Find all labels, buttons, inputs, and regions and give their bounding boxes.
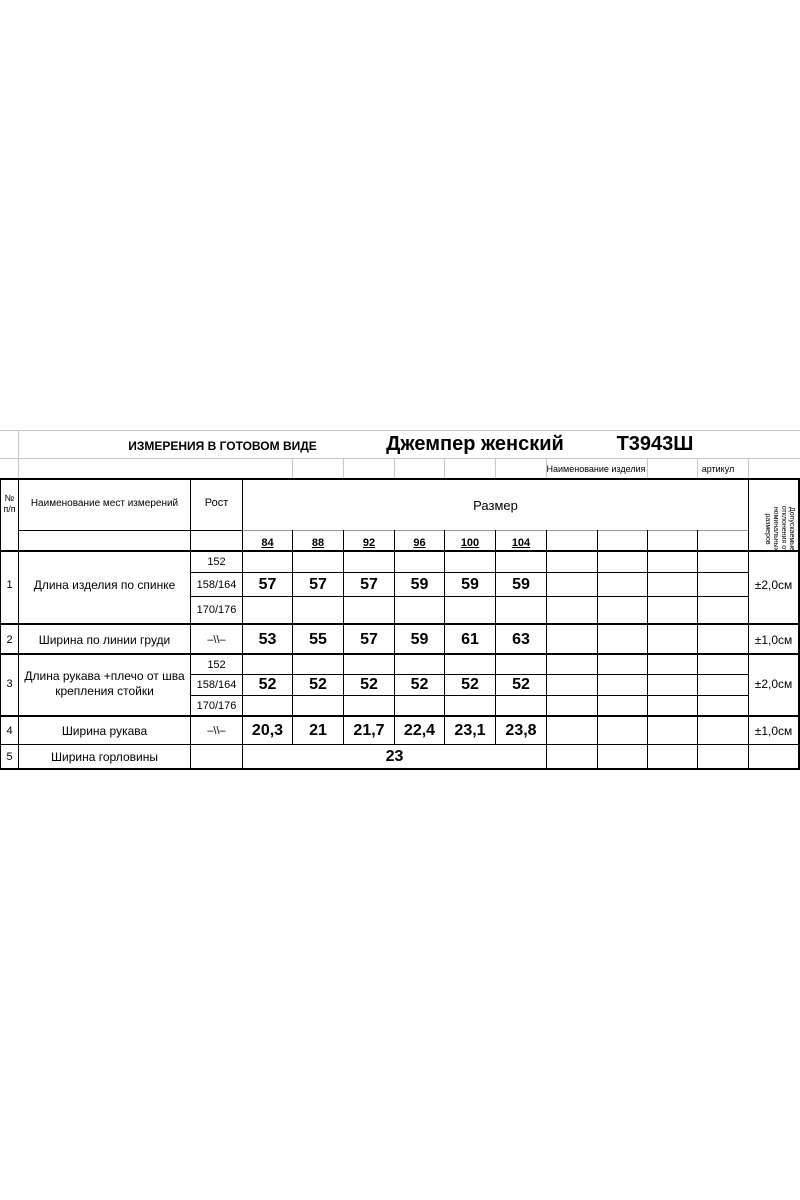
grid-line [18, 430, 19, 478]
row-number: 2 [6, 633, 13, 646]
column-tolerance: Допускаемые отклонения от номинальных размеров [764, 505, 795, 553]
row-number: 1 [6, 579, 13, 591]
table-cell: 53 [258, 630, 277, 648]
rule [697, 530, 698, 769]
row-name: Ширина рукава [61, 723, 148, 738]
row-name: Длина изделия по спинке [33, 578, 176, 592]
table-cell: 52 [461, 676, 479, 693]
grid-line [444, 458, 445, 478]
table-cell: 21,7 [353, 721, 385, 739]
table-cell: 59 [461, 575, 479, 593]
tolerance-cell: ±2,0см [754, 578, 793, 592]
grid-line [748, 458, 749, 478]
grid-line [343, 458, 344, 478]
size-header: 104 [511, 536, 531, 549]
table-cell: 52 [410, 676, 429, 693]
table-cell: 57 [360, 575, 378, 593]
grid-line [292, 458, 293, 478]
table-cell: 57 [258, 575, 277, 593]
column-size: Размер [473, 497, 518, 513]
table-cell: 57 [309, 575, 327, 593]
tolerance-cell: ±2,0см [754, 677, 793, 691]
grid-line [394, 458, 395, 478]
row-number: 3 [6, 678, 13, 690]
rule [546, 530, 547, 769]
table-cell: 52 [258, 676, 277, 693]
rule [0, 768, 800, 770]
column-name: Наименование мест измерений [30, 497, 179, 509]
rule [0, 478, 800, 480]
table-cell: 57 [360, 630, 378, 648]
table-cell: 52 [309, 676, 327, 693]
size-header: 84 [261, 536, 274, 549]
table-cell: 21 [309, 721, 327, 739]
rule [597, 530, 598, 769]
row-name: Длина рукава +плечо от шва крепления стойки [24, 669, 185, 698]
row-name: Ширина по линии груди [38, 632, 171, 647]
rule [190, 596, 748, 597]
rule [18, 530, 242, 531]
row-height: 170/176 [196, 699, 237, 712]
tolerance-cell: ±1,0см [754, 723, 793, 738]
rule [0, 653, 800, 655]
table-cell: 61 [461, 630, 479, 648]
row-height: 152 [207, 556, 226, 568]
table-cell: 52 [512, 676, 530, 693]
rule [0, 623, 800, 625]
table-cell: 23,8 [505, 721, 537, 739]
product-name-caption: Наименование изделия [546, 463, 646, 474]
column-number: № п/п [3, 493, 16, 514]
row-height: 170/176 [196, 604, 237, 616]
product-name: Джемпер женский [386, 432, 564, 455]
table-cell: 22,4 [403, 721, 436, 739]
article-number: Т3943Ш [616, 432, 694, 455]
table-cell: 20,3 [251, 721, 284, 739]
size-header: 100 [460, 536, 480, 549]
table-cell: 52 [360, 676, 378, 693]
row-name: Ширина горловины [51, 749, 158, 764]
table-cell: 23 [385, 747, 404, 765]
grid-line [0, 458, 800, 459]
column-height: Рост [204, 497, 229, 509]
size-header: 92 [362, 536, 376, 549]
table-cell: 55 [309, 630, 327, 648]
tolerance-cell: ±1,0см [754, 632, 793, 647]
size-header: 96 [413, 536, 426, 549]
row-number: 4 [6, 724, 13, 737]
row-number: 5 [6, 750, 13, 763]
grid-line [647, 458, 648, 478]
rule [647, 530, 648, 769]
row-height: –\\– [207, 633, 226, 646]
row-height: 158/164 [196, 679, 237, 691]
table-cell: 63 [512, 630, 530, 648]
rule [190, 695, 748, 696]
table-cell: 59 [512, 575, 530, 593]
row-height: 158/164 [196, 578, 237, 591]
table-cell: 59 [410, 575, 429, 593]
row-height: –\\– [207, 724, 226, 737]
grid-line [495, 458, 496, 478]
article-caption: артикул [701, 463, 735, 474]
table-cell: 23,1 [454, 721, 486, 739]
measurements-title: ИЗМЕРЕНИЯ В ГОТОВОМ ВИДЕ [128, 439, 317, 453]
size-header: 88 [311, 536, 325, 549]
row-height: 152 [207, 658, 226, 671]
table-cell: 59 [410, 630, 429, 648]
rule [0, 550, 800, 552]
